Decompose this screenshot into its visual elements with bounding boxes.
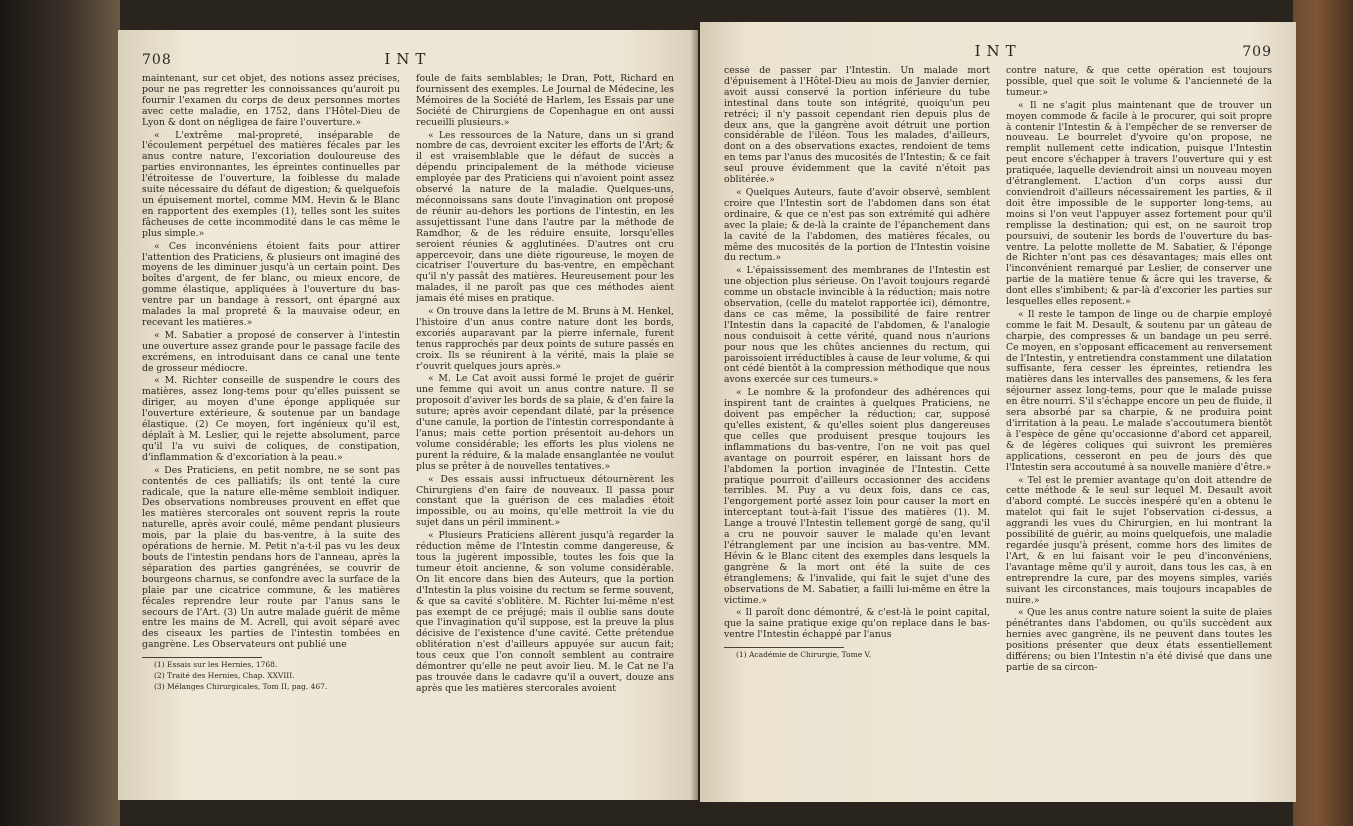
header-word: INT xyxy=(384,50,432,68)
paragraph: « M. Sabatier a proposé de conserver à l'intestin une ouverture assez grande pour le passage facile des excrémens, en introduisant dans ce canal une tente de grosseur médiocre. xyxy=(142,329,400,374)
paragraph: « Plusieurs Praticiens allèrent jusqu'à regarder la réduction même de l'Intestin comme dangereuse, & tous la jugèrent impossible, toutes les fois que la tumeur étoit ancienne, & son volume considérable. On lit encore dans bien des Auteurs, que la portion d'Intestin la plus voisine du rectum se ferme souvent, & que sa cavité s'oblitère. M. Richter lui-même n'est pas exempt de ce préjugé; mais il oublie sans doute que l'invagination qu'il suppose, est la preuve la plus décisive de l'existence d'une cavité. Cette prétendue oblitération n'est d'ailleurs appuyée sur aucun fait; tous ceux que l'on connoît semblent au contraire démontrer qu'elle ne peut avoir lieu. M. le Cat ne l'a pas trouvée dans le cadavre qu'il a ouvert, douze ans après que les matières stercorales avoient xyxy=(416,530,674,694)
paragraph: « Le nombre & la profondeur des adhérences qui inspirent tant de craintes à quelques Praticiens, ne doivent pas empêcher la réduction; car, supposé qu'elles existent, & qu'elles soient plus dangereuses que celles que produisent presque toujours les inflammations du bas-ventre, l'on ne voit pas quel avantage on pourroit espérer, en laissant hors de l'abdomen la portion invaginée de l'Intestin. Cette pratique pourroit d'ailleurs occasionner des accidens terribles. M. Puy a vu deux fois, dans ce cas, l'engorgement porté assez loin pour causer la mort en interceptant tout-à-fait l'issue des matières (1). M. Lange a trouvé l'Intestin tellement gorgé de sang, qu'il a cru ne pouvoir sauver le malade qu'en levant l'étranglement par une incision au bas-ventre. MM. Hévin & le Blanc citent des exemples dans lesquels la gangrène & la mort ont été la suite de ces étranglemens; & l'invalide, qui fait le sujet d'une des observations de M. Sabatier, a failli lui-même en être la victime.» xyxy=(724,387,990,606)
paragraph: « Quelques Auteurs, faute d'avoir observé, semblent croire que l'Intestin sort de l'abdomen dans son état ordinaire, & que ce n'est pas son extrémité qui adhère avec la plaie; & de-là la crainte de l'épanchement dans la cavité de la l'abdomen, des matières fécales, ou même des mucosités de la portion de l'Intestin voisine du rectum.» xyxy=(724,186,990,264)
footnote: (3) Mélanges Chirurgicales, Tom II, pag. 467. xyxy=(154,682,328,692)
paragraph: « Que les anus contre nature soient la suite de plaies pénétrantes dans l'abdomen, ou qu'ils succèdent aux hernies avec gangrène, ils ne peuvent dans toutes les positions présenter que deux états essentiellement différens; ou bien l'Intestin n'a été divisé que dans une partie de sa circon- xyxy=(1006,607,1272,673)
paragraph: contre nature, & que cette opération est toujours possible, quel que soit le volume & l'ancienneté de la tumeur.» xyxy=(1006,66,1272,98)
paragraph: cessé de passer par l'Intestin. Un malade mort d'épuisement à l'Hôtel-Dieu au mois de Janvier dernier, avoit aussi conservé la portion inférieure du tube intestinal dans toute son intégrité, quoiqu'un peu retréci; il n'y passoit cependant rien depuis plus de deux ans, que la gangrène avoit détruit une portion considérable de l'iléon. Tous les malades, d'ailleurs, dont on a des observations exactes, rendoient de tems en tems par l'anus des mucosités de l'Intestin; & ce fait seul prouve évidemment que la cavité n'étoit pas oblitérée.» xyxy=(724,66,990,186)
paragraph: « Il ne s'agit plus maintenant que de trouver un moyen commode & facile à le procurer, qui soit propre à contenir l'Intestin & à l'empêcher de se renverser de nouveau. Le bourrelet d'yvoire qu'on propose, ne remplit nullement cette indication, puisque l'Intestin peut encore s'échapper à travers l'ouverture qui y est pratiquée, laquelle deviendroit ainsi un nouveau moyen d'étranglement. L'action d'un corps aussi dur conviendroit d'ailleurs nécessairement les parties, & il doit être impossible de le supporter long-tems, au moins si l'on veut l'appuyer assez fortement pour qu'il remplisse la destination; qui est, on ne sauroit trop poursuivi, de soutenir les bords de l'ouverture du bas-ventre. La pelotte mollette de M. Sabatier, & l'éponge de Richter n'ont pas ces désavantages; mais elles ont l'inconvénient remarqué par Leslier, de conserver une partie de la matière tenue & âcre qui les traverse, & dont elles s'imbibent; & par-là d'excorier les parties sur lesquelles elles reposent.» xyxy=(1006,99,1272,308)
footnote: (1) Académie de Chirurgie, Tome V. xyxy=(736,650,872,660)
paragraph: maintenant, sur cet objet, des notions assez précises, pour ne pas regretter les connoissances qu'auroit pu fournir l'examen du corps de deux personnes mortes avec cette maladie, en 1752, dans l'Hôtel-Dieu de Lyon & dont on négligea de faire l'ouverture.» xyxy=(142,74,400,128)
header-word: INT xyxy=(974,42,1022,60)
paragraph: « Des Praticiens, en petit nombre, ne se sont pas contentés de ces palliatifs; ils ont tenté la cure radicale, que la nature elle-même sembloit indiquer. Des observations nombreuses prouvent en effet que les matières stercorales ont souvent repris la route naturelle, après avoir coulé, même pendant plusieurs mois, par la plaie du bas-ventre, à la suite des opérations de hernie. M. Petit n'a-t-il pas vu les deux bouts de l'intestin pendans hors de l'anneau, après la séparation des parties gangrénées, se couvrir de bourgeons charnus, se confondre avec la surface de la plaie par une cicatrice commune, & les matières fécales reprendre leur route par l'anus sans le secours de l'Art. (3) Un autre malade guérit de même entre les mains de M. Acrell, qui avoit séparé avec des ciseaux les parties de l'intestin tombées en gangrène. Les Observateurs ont publié une xyxy=(142,464,400,651)
text-column xyxy=(1006,66,1272,771)
paragraph: « Il paroît donc démontré, & c'est-là le point capital, que la saine pratique exige qu'on replace dans le bas-ventre l'Intestin échappé par l'anus xyxy=(724,607,990,641)
paragraph: « M. Richter conseille de suspendre le cours des matières, assez long-tems pour qu'elles puissent se diriger, au moyen d'une éponge appliquée sur l'ouverture extérieure, & soutenue par un bandage élastique. (2) Ce moyen, fort ingénieux qu'il est, déplaît à M. Leslier, qui le rejette absolument, parce qu'il l'a vu suivi de coliques, de constipation, d'inflammation & d'excoriation à la peau.» xyxy=(142,375,400,463)
text-column xyxy=(724,66,990,771)
right-page xyxy=(700,22,1296,802)
paragraph: « Il reste le tampon de linge ou de charpie employé comme le fait M. Desault, & soutenu par un gâteau de charpie, des compresses & un bandage un peu serré. Ce moyen, en s'opposant efficacement au renversement de l'Intestin, y entretiendra constamment une dilatation suffisante, fera cesser les épreintes, retiendra les matières dans les intervalles des pansemens, & les fera séjourner assez long-tems, pour que le malade puisse en être nourri. S'il s'échappe encore un peu de fluide, il sera absorbé par sa charpie, & ne produira point d'irritation à la peau. Le malade s'accoutumera bientôt à l'espèce de gêne qu'occasionne d'abord cet appareil, & de légères coliques qui suivront les premières applications, cesseront en peu de jours dès que l'Intestin sera accoutumé à sa nouvelle manière d'être.» xyxy=(1006,308,1272,473)
paragraph: « L'extrême mal-propreté, inséparable de l'écoulement perpétuel des matières fécales par les anus contre nature, l'excoriation douloureuse des parties environnantes, les épreintes continuelles par l'étroitesse de l'ouverture, la foiblesse du malade suite nécessaire du défaut de digestion; & quelquefois un épuisement mortel, comme MM. Hevin & le Blanc en rapportent des exemples (1), telles sont les suites fâcheuses de cette incommodité dans le cas même le plus simple.» xyxy=(142,129,400,239)
paragraph: « Les ressources de la Nature, dans un si grand nombre de cas, devroient exciter les efforts de l'Art; & il est vraisemblable que le défaut de succès a dépendu principalement de la méthode vicieuse employée par des Praticiens qui n'avoient point assez observé la nature de la maladie. Quelques-uns, méconnoissans sans doute l'invagination ont proposé de réunir au-dehors les portions de l'intestin, en les assujettissant l'une dans l'autre par la méthode de Ramdhor, & de les réduire ensuite, lorsqu'elles seroient réunies & agglutinées. D'autres ont cru appercevoir, dans une diète rigoureuse, le moyen de cicatriser l'ouverture du bas-ventre, en empêchant qu'il n'y passât des matières. Heureusement pour les malades, il ne paroît pas que ces méthodes aient jamais été mises en pratique. xyxy=(416,129,674,305)
footnote: (1) Essais sur les Hernies, 1768. xyxy=(154,660,278,670)
footnote-rule xyxy=(724,647,844,648)
paragraph: « L'épaississement des membranes de l'Intestin est une objection plus sérieuse. On l'avoit toujours regardé comme un obstacle invincible à la réduction; mais notre observation, (celle du matelot rapportée ici), démontre, dans ce cas même, la possibilité de faire rentrer l'Intestin dans la capacité de l'abdomen, & l'analogie nous conduisoit à cette vérité, quand nous n'aurions pour nous que les chûtes anciennes du rectum, qui paroissoient irréductibles à cause de leur volume, & qui ont cédé bientôt à la compression méthodique que nous avons exercée sur ces tumeurs.» xyxy=(724,265,990,386)
paragraph: foule de faits semblables; le Dran, Pott, Richard en fournissent des exemples. Le Journal de Médecine, les Mémoires de la Société de Harlem, les Essais par une Société de Chirurgiens de Copenhague en ont aussi recueilli plusieurs.» xyxy=(416,74,674,128)
footnote-rule xyxy=(142,657,262,658)
text-column xyxy=(416,74,674,774)
footnote: (2) Traité des Hernies, Chap. XXVIII. xyxy=(154,671,295,681)
running-head-right xyxy=(724,42,1272,60)
paragraph: « On trouve dans la lettre de M. Bruns à M. Henkel, l'histoire d'un anus contre nature dont les bords, excoriés auparavant par la pierre infernale, furent tenus rapprochés par deux points de suture passés en croix. Ils se réunirent à la vérité, mais la plaie se r'ouvrit quelques jours après.» xyxy=(416,306,674,372)
paragraph: « Des essais aussi infructueux détournèrent les Chirurgiens d'en faire de nouveaux. Il passa pour constant que la guérison de ces maladies étoit impossible, ou au moins, qu'elle mettroit la vie du sujet dans un péril imminent.» xyxy=(416,473,674,529)
page-number: 708 xyxy=(142,52,172,68)
paragraph: « Tel est le premier avantage qu'on doit attendre de cette méthode & le seul sur lequel M. Desault avoit d'abord compté. Le succès inespéré qu'en a obtenu le matelot qui fait le sujet l'observation ci-dessus, a aggrandi les vues du Chirurgien, en lui montrant la possibilité de guérir, au moins quelquefois, une maladie regardée jusqu'à présent, comme hors des limites de l'Art, & en lui faisant voir le peu d'inconvéniens, l'avantage même qu'il y auroit, dans tous les cas, à en entreprendre la cure, par des moyens simples, variés suivant les circonstances, mais toujours incapables de nuire.» xyxy=(1006,474,1272,606)
paragraph: « M. Le Cat avoit aussi formé le projet de guérir une femme qui avoit un anus contre nature. Il se proposoit d'aviver les bords de sa plaie, & d'en faire la suture; après avoir cependant dilaté, par la présence d'une canule, la portion de l'intestin correspondante à l'anus; mais cette portion présentoit au-dehors un volume considérable; les efforts les plus violens ne purent la réduire, & la malade ensanglantée ne voulut plus se prêter à de nouvelles tentatives.» xyxy=(416,373,674,472)
left-page xyxy=(118,30,698,800)
book-edge-left xyxy=(0,0,120,826)
book-edge-right xyxy=(1293,0,1353,826)
paragraph: « Ces inconvéniens étoient faits pour attirer l'attention des Praticiens, & plusieurs ont imaginé des moyens de les diminuer jusqu'à un certain point. Des boîtes d'argent, de fer blanc, ou mieux encore, de gomme élastique, appliquées à l'ouverture du bas-ventre par un bandage à ressort, ont épargné aux malades la mal propreté & la mauvaise odeur, en recevant les matières.» xyxy=(142,240,400,328)
page-number: 709 xyxy=(1242,44,1272,60)
text-column xyxy=(142,74,400,774)
running-head-left xyxy=(142,50,674,68)
